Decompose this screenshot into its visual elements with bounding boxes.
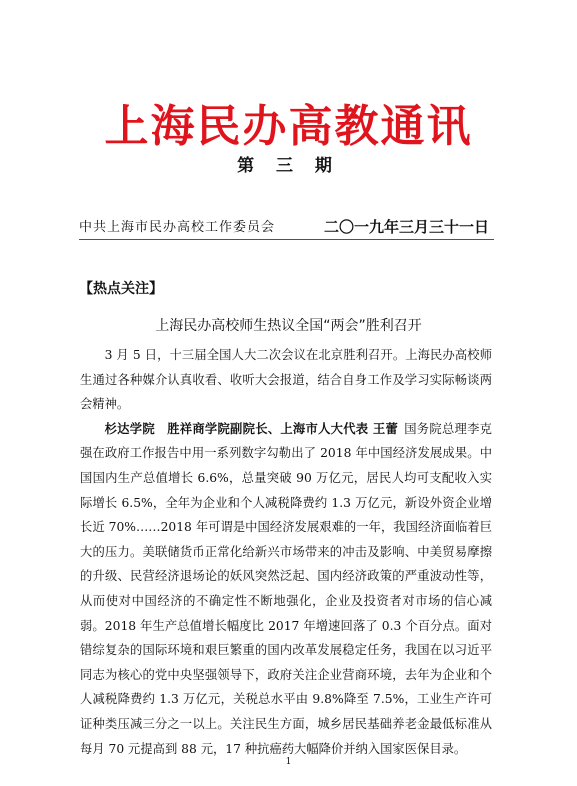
publisher: 中共上海市民办高校工作委员会: [79, 220, 276, 235]
section-label: 【热点关注】: [79, 281, 163, 297]
speaker-school: 杉达学院: [104, 421, 155, 436]
article-body: [80, 343, 492, 761]
masthead-title: 上海民办高教通讯: [104, 101, 473, 152]
article-intro: 3 月 5 日，十三届全国人大二次会议在北京胜利召开。上海民办高校师生通过各种媒介认真收看、收听大会报道，结合自身工作及学习实际畅谈两会精神。: [80, 348, 492, 412]
article-headline: 上海民办高校师生热议全国“两会”胜利召开: [155, 318, 422, 334]
header-divider: [79, 239, 494, 240]
issue-number: 第 三 期: [237, 156, 340, 176]
publication-date: 二〇一九年三月三十一日: [323, 218, 489, 236]
speaker-text: 国务院总理李克强在政府工作报告中用一系列数字勾勒出了 2018 年中国经济发展成果。中国国内生产总值增长 6.6%，总量突破 90 万亿元，居民人均可支配收入实际增长 6.5%，全年为企业和个人减税降费约 1.3 万亿元，新设外资企业增长近 70%……2018 年可谓是中国经济发展艰难的一年，我国经济面临着巨大的压力。美联储货币正常化给新兴市场带来的冲击及影响、中美贸易摩擦的升级、民营经济退场论的妖风突然泛起、国内经济政策的严重波动性等，从而使对中国经济的不确定性不断地强化，企业及投资者对市场的信心减弱。2018 年生产总值增长幅度比 2017 年增速回落了 0.3 个百分点。面对错综复杂的国际环境和艰巨繁重的国内改革发展稳定任务，我国在以习近平同志为核心的党中央坚强领导下，政府关注企业营商环境，去年为企业和个人减税降费约 1.3 万亿元，关税总水平由 9.8%降至 7.5%，工业生产许可证种类压减三分之一以上。关注民生方面，城乡居民基础养老金最低标准从每月 70 元提高到 88 元，17 种抗癌药大幅降价并纳入国家医保目录。: [80, 421, 492, 756]
speaker-paragraph: [80, 417, 492, 761]
page-number: 1: [285, 757, 292, 767]
speaker-title: 胜祥商学院副院长、上海市人大代表 王蕾: [167, 421, 399, 436]
